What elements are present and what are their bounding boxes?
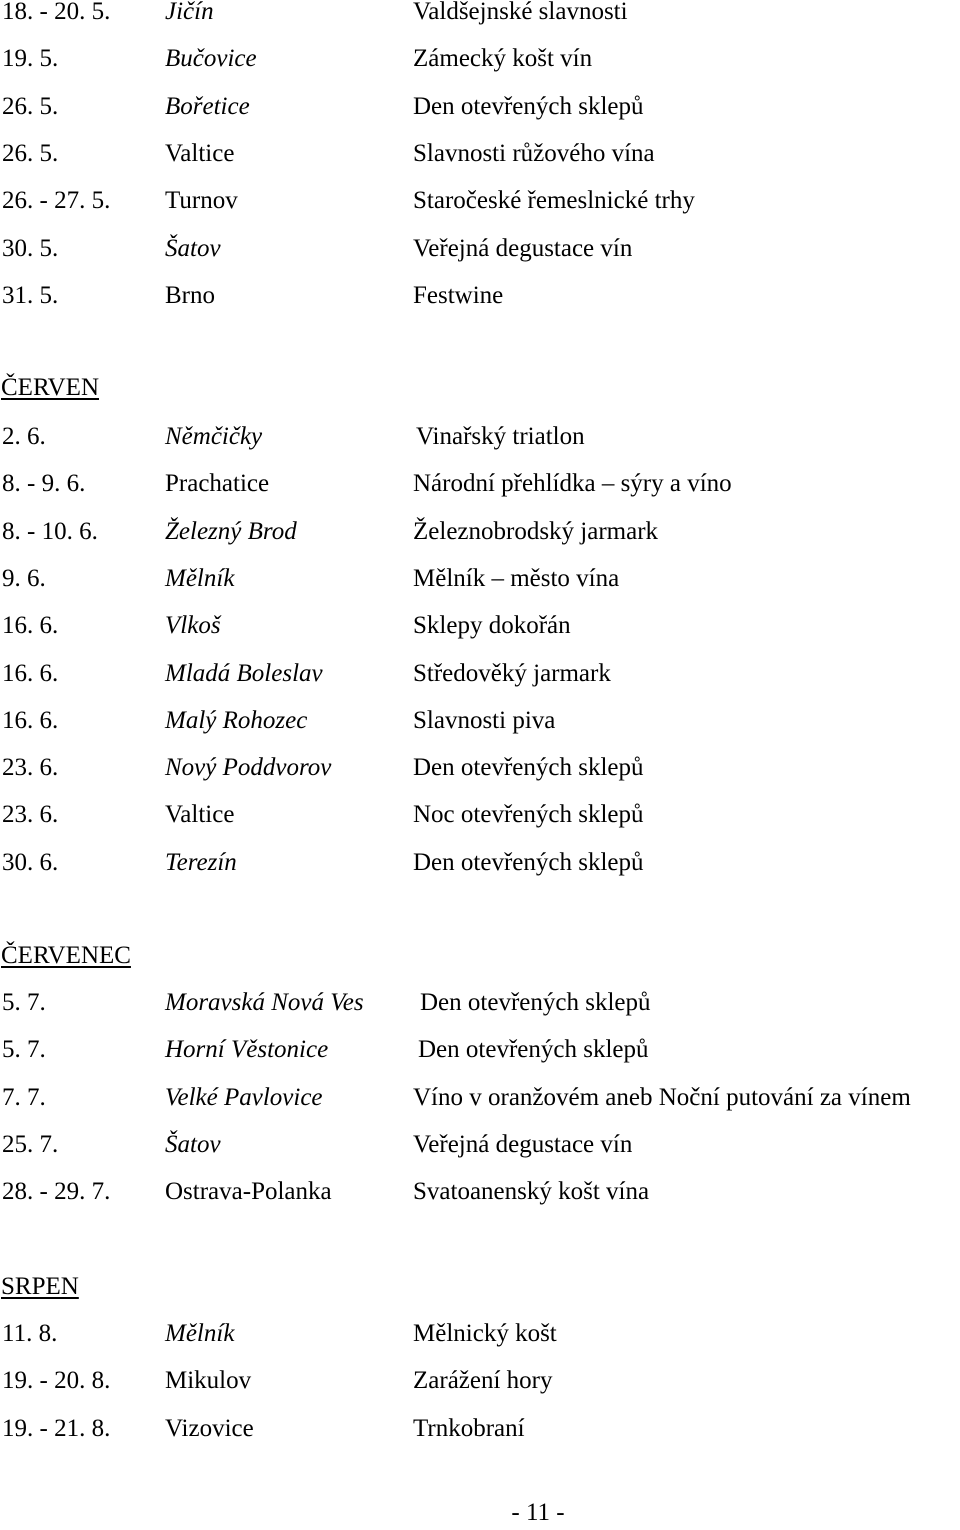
event-date: 8. - 10. 6. <box>2 518 98 545</box>
event-place: Mělník <box>165 1320 235 1347</box>
event-date: 28. - 29. 7. <box>2 1178 111 1205</box>
event-date: 18. - 20. 5. <box>2 0 111 25</box>
event-name: Národní přehlídka – sýry a víno <box>413 470 732 497</box>
event-name: Veřejná degustace vín <box>413 235 633 262</box>
event-row <box>0 0 960 29</box>
event-name: Mělnický košt <box>413 1320 557 1347</box>
event-name: Železnobrodský jarmark <box>413 518 659 545</box>
event-place: Železný Brod <box>165 518 297 545</box>
event-place: Prachatice <box>165 470 270 497</box>
event-place: Mikulov <box>165 1367 252 1394</box>
event-row <box>0 1081 960 1115</box>
event-row <box>0 1128 960 1162</box>
event-date: 5. 7. <box>2 1036 46 1063</box>
event-name: Slavnosti piva <box>413 707 556 734</box>
month-heading: SRPEN <box>1 1273 79 1300</box>
event-date: 2. 6. <box>2 423 46 450</box>
event-place: Němčičky <box>165 423 263 450</box>
event-date: 26. 5. <box>2 93 59 120</box>
event-place: Bučovice <box>165 45 257 72</box>
month-heading: ČERVEN <box>1 374 99 401</box>
event-place: Šatov <box>165 235 221 262</box>
event-row <box>0 1033 960 1067</box>
event-place: Terezín <box>165 849 237 876</box>
event-place: Vlkoš <box>165 612 221 639</box>
event-place: Bořetice <box>165 93 250 120</box>
event-name: Den otevřených sklepů <box>413 754 644 781</box>
event-row <box>0 420 960 454</box>
event-row <box>0 1175 960 1209</box>
event-name: Slavnosti růžového vína <box>413 140 655 167</box>
event-name: Zámecký košt vín <box>413 45 593 72</box>
event-name: Noc otevřených sklepů <box>413 801 644 828</box>
event-date: 9. 6. <box>2 565 46 592</box>
event-row <box>0 90 960 124</box>
event-name: Den otevřených sklepů <box>418 1036 649 1063</box>
event-date: 19. - 20. 8. <box>2 1367 111 1394</box>
event-date: 11. 8. <box>2 1320 58 1347</box>
event-name: Vinařský triatlon <box>416 423 585 450</box>
event-row <box>0 609 960 643</box>
event-row <box>0 798 960 832</box>
event-name: Den otevřených sklepů <box>413 849 644 876</box>
event-name: Mělník – město vína <box>413 565 620 592</box>
event-row <box>0 232 960 266</box>
event-row <box>0 562 960 596</box>
event-date: 19. 5. <box>2 45 59 72</box>
event-row <box>0 751 960 785</box>
event-date: 16. 6. <box>2 660 59 687</box>
page-number: - 11 - <box>511 1499 565 1526</box>
event-row <box>0 279 960 313</box>
event-place: Velké Pavlovice <box>165 1084 323 1111</box>
event-date: 31. 5. <box>2 282 59 309</box>
event-date: 26. 5. <box>2 140 59 167</box>
event-row <box>0 1364 960 1398</box>
event-place: Horní Věstonice <box>165 1036 329 1063</box>
event-place: Vizovice <box>165 1415 254 1442</box>
month-heading: ČERVENEC <box>1 942 131 969</box>
event-row <box>0 467 960 501</box>
event-date: 23. 6. <box>2 801 59 828</box>
event-name: Veřejná degustace vín <box>413 1131 633 1158</box>
event-name: Středověký jarmark <box>413 660 611 687</box>
event-place: Jičín <box>165 0 214 25</box>
event-name: Víno v oranžovém aneb Noční putování za vínem <box>413 1084 911 1111</box>
event-name: Zarážení hory <box>413 1367 553 1394</box>
event-name: Valdšejnské slavnosti <box>413 0 628 25</box>
event-name: Den otevřených sklepů <box>413 93 644 120</box>
event-place: Malý Rohozec <box>165 707 308 734</box>
event-place: Mladá Boleslav <box>165 660 323 687</box>
event-place: Brno <box>165 282 215 309</box>
event-place: Ostrava-Polanka <box>165 1178 332 1205</box>
event-place: Nový Poddvorov <box>165 754 332 781</box>
event-place: Valtice <box>165 801 235 828</box>
event-date: 16. 6. <box>2 707 59 734</box>
event-date: 8. - 9. 6. <box>2 470 86 497</box>
event-date: 7. 7. <box>2 1084 46 1111</box>
event-row <box>0 1317 960 1351</box>
event-row <box>0 184 960 218</box>
event-name: Staročeské řemeslnické trhy <box>413 187 695 214</box>
event-date: 30. 6. <box>2 849 59 876</box>
event-name: Festwine <box>413 282 504 309</box>
event-row <box>0 846 960 880</box>
event-date: 26. - 27. 5. <box>2 187 111 214</box>
event-row <box>0 1412 960 1446</box>
event-date: 30. 5. <box>2 235 59 262</box>
event-name: Trnkobraní <box>413 1415 525 1442</box>
event-row <box>0 704 960 738</box>
event-place: Moravská Nová Ves <box>165 989 364 1016</box>
event-date: 19. - 21. 8. <box>2 1415 111 1442</box>
event-place: Šatov <box>165 1131 221 1158</box>
event-place: Valtice <box>165 140 235 167</box>
event-row <box>0 986 960 1020</box>
event-name: Sklepy dokořán <box>413 612 571 639</box>
event-row <box>0 657 960 691</box>
event-date: 5. 7. <box>2 989 46 1016</box>
event-date: 25. 7. <box>2 1131 59 1158</box>
event-date: 23. 6. <box>2 754 59 781</box>
event-row <box>0 42 960 76</box>
event-date: 16. 6. <box>2 612 59 639</box>
event-place: Turnov <box>165 187 238 214</box>
event-row <box>0 137 960 171</box>
event-place: Mělník <box>165 565 235 592</box>
event-name: Svatoanenský košt vína <box>413 1178 650 1205</box>
event-name: Den otevřených sklepů <box>420 989 651 1016</box>
event-row <box>0 515 960 549</box>
